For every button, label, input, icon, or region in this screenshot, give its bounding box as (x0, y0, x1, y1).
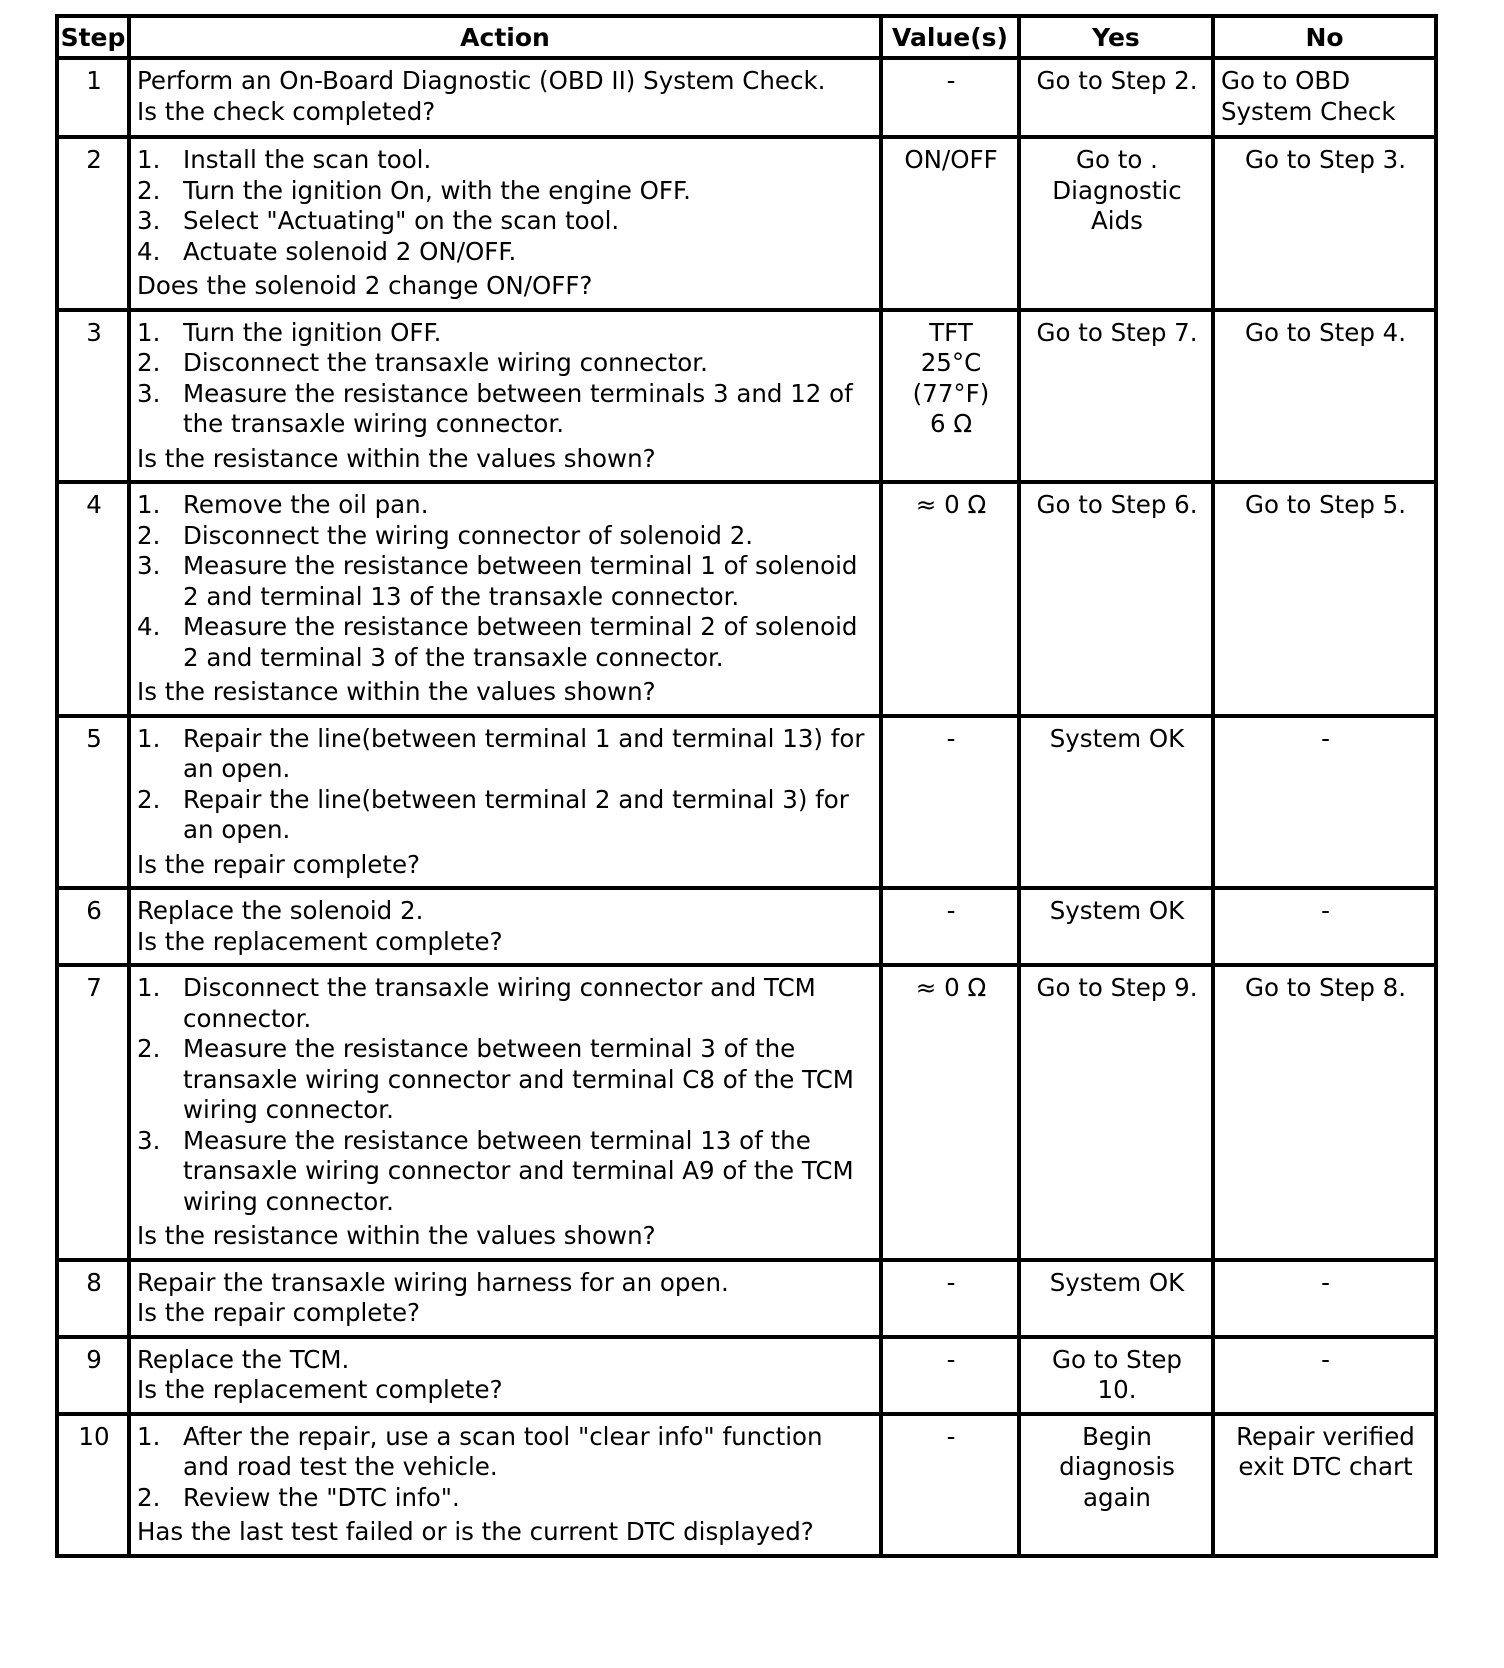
yes-cell: Go to Step 10. (1019, 1337, 1213, 1414)
action-step-item (137, 379, 875, 440)
action-step-number: 2. (137, 1482, 161, 1512)
header-action: Action (129, 16, 881, 58)
action-step-text: Review the "DTC info". (183, 1482, 460, 1512)
no-cell: - (1213, 716, 1436, 889)
action-intro: Replace the solenoid 2. (137, 896, 424, 925)
values-cell: - (881, 1337, 1019, 1414)
action-step-item (137, 348, 875, 379)
table-row (57, 716, 1436, 889)
action-step-item (137, 1126, 875, 1218)
action-step-text: Install the scan tool. (183, 145, 432, 174)
action-cell (129, 137, 881, 310)
values-cell: ≈ 0 Ω (881, 965, 1019, 1260)
action-step-number: 3. (137, 378, 161, 408)
action-step-item (137, 521, 875, 552)
action-cell (129, 58, 881, 137)
action-step-number: 3. (137, 206, 161, 235)
action-step-number: 3. (137, 1125, 161, 1155)
action-step-item (137, 612, 875, 673)
yes-cell: System OK (1019, 888, 1213, 965)
action-step-item (137, 1483, 875, 1514)
action-step-text: Measure the resistance between terminal 13 of the transaxle wiring connector and terminal A9 of the TCM wiring connector. (183, 1125, 854, 1216)
action-step-number: 2. (137, 784, 161, 814)
table-row (57, 1414, 1436, 1556)
action-question: Is the resistance within the values shown? (137, 1221, 656, 1250)
action-cell (129, 310, 881, 483)
table-header-row (57, 16, 1436, 58)
diagnostic-table (55, 14, 1438, 1558)
action-question: Is the replacement complete? (137, 1375, 503, 1404)
values-cell: - (881, 1414, 1019, 1556)
action-step-item (137, 973, 875, 1034)
yes-cell: Go to Step 9. (1019, 965, 1213, 1260)
action-step-number: 2. (137, 1034, 161, 1063)
action-step-number: 1. (137, 145, 161, 174)
action-cell (129, 716, 881, 889)
action-step-item (137, 1034, 875, 1126)
action-step-number: 4. (137, 236, 161, 266)
action-step-item (137, 318, 875, 349)
action-step-text: Measure the resistance between terminal 3 of the transaxle wiring connector and terminal C8 of the TCM wiring connector. (183, 1034, 854, 1124)
table-row (57, 310, 1436, 483)
action-step-number: 1. (137, 317, 161, 347)
action-step-item (137, 724, 875, 785)
action-step-number: 1. (137, 1421, 161, 1451)
table-row (57, 1337, 1436, 1414)
values-cell: - (881, 888, 1019, 965)
action-step-number: 2. (137, 175, 161, 205)
no-cell: - (1213, 1337, 1436, 1414)
table-body (57, 58, 1436, 1556)
values-cell: - (881, 1260, 1019, 1337)
action-step-text: Select "Actuating" on the scan tool. (183, 206, 620, 235)
values-cell: ≈ 0 Ω (881, 482, 1019, 716)
action-step-text: Turn the ignition On, with the engine OFF. (183, 175, 691, 205)
yes-cell: System OK (1019, 716, 1213, 889)
action-intro: Perform an On-Board Diagnostic (OBD II) System Check. (137, 66, 826, 95)
action-steps-list (137, 318, 875, 440)
action-step-item (137, 551, 875, 612)
no-cell: Go to Step 5. (1213, 482, 1436, 716)
action-step-number: 2. (137, 520, 161, 550)
values-cell: TFT 25°C (77°F) 6 Ω (881, 310, 1019, 483)
action-steps-list (137, 973, 875, 1217)
action-cell (129, 482, 881, 716)
action-step-item (137, 1422, 875, 1483)
action-step-number: 1. (137, 973, 161, 1002)
action-steps-list (137, 490, 875, 673)
action-step-text: Actuate solenoid 2 ON/OFF. (183, 236, 517, 266)
action-steps-list (137, 145, 875, 267)
header-yes: Yes (1019, 16, 1213, 58)
action-cell (129, 1337, 881, 1414)
action-step-item (137, 785, 875, 846)
step-number: 7 (57, 965, 129, 1260)
yes-cell: Go to Step 2. (1019, 58, 1213, 137)
action-step-item (137, 206, 875, 237)
action-question: Has the last test failed or is the current DTC displayed? (137, 1517, 814, 1546)
action-question: Is the repair complete? (137, 1298, 421, 1327)
action-step-item (137, 490, 875, 521)
yes-cell: Go to . Diagnostic Aids (1019, 137, 1213, 310)
yes-cell: Go to Step 7. (1019, 310, 1213, 483)
action-step-number: 2. (137, 348, 161, 377)
action-question: Is the resistance within the values shown? (137, 677, 656, 706)
action-question: Is the check completed? (137, 96, 436, 126)
no-cell: Go to Step 3. (1213, 137, 1436, 310)
action-step-text: Disconnect the transaxle wiring connector. (183, 348, 708, 377)
yes-cell: Begin diagnosis again (1019, 1414, 1213, 1556)
table-row (57, 137, 1436, 310)
action-step-text: Repair the line(between terminal 2 and terminal 3) for an open. (183, 784, 849, 844)
header-step: Step (57, 16, 129, 58)
action-cell (129, 965, 881, 1260)
no-cell: - (1213, 1260, 1436, 1337)
step-number: 4 (57, 482, 129, 716)
action-step-number: 4. (137, 612, 161, 641)
table-row (57, 965, 1436, 1260)
step-number: 1 (57, 58, 129, 137)
no-cell: - (1213, 888, 1436, 965)
no-cell: Go to Step 4. (1213, 310, 1436, 483)
action-step-item (137, 145, 875, 176)
action-step-text: Disconnect the transaxle wiring connector and TCM connector. (183, 973, 816, 1033)
action-intro: Repair the transaxle wiring harness for an open. (137, 1267, 729, 1297)
table-row (57, 58, 1436, 137)
action-step-text: Turn the ignition OFF. (183, 317, 442, 347)
yes-cell: Go to Step 6. (1019, 482, 1213, 716)
action-step-number: 1. (137, 723, 161, 753)
action-steps-list (137, 724, 875, 846)
step-number: 3 (57, 310, 129, 483)
action-step-text: Measure the resistance between terminal 2 of solenoid 2 and terminal 3 of the transaxle connector. (183, 612, 858, 672)
table-row (57, 1260, 1436, 1337)
values-cell: - (881, 58, 1019, 137)
table-row (57, 482, 1436, 716)
step-number: 2 (57, 137, 129, 310)
action-step-number: 3. (137, 551, 161, 580)
step-number: 8 (57, 1260, 129, 1337)
action-cell (129, 1260, 881, 1337)
action-question: Does the solenoid 2 change ON/OFF? (137, 271, 593, 300)
yes-cell: System OK (1019, 1260, 1213, 1337)
action-step-item (137, 237, 875, 268)
values-cell: - (881, 716, 1019, 889)
header-no: No (1213, 16, 1436, 58)
action-steps-list (137, 1422, 875, 1514)
action-question: Is the replacement complete? (137, 926, 503, 956)
action-step-text: Measure the resistance between terminals 3 and 12 of the transaxle wiring connector. (183, 378, 853, 438)
header-values: Value(s) (881, 16, 1019, 58)
action-step-item (137, 176, 875, 207)
no-cell: Repair verified exit DTC chart (1213, 1414, 1436, 1556)
action-step-text: Disconnect the wiring connector of solenoid 2. (183, 520, 754, 550)
action-step-number: 1. (137, 490, 161, 519)
no-cell: Go to Step 8. (1213, 965, 1436, 1260)
table-row (57, 888, 1436, 965)
action-step-text: After the repair, use a scan tool "clear info" function and road test the vehicle. (183, 1421, 823, 1481)
step-number: 5 (57, 716, 129, 889)
step-number: 10 (57, 1414, 129, 1556)
action-step-text: Remove the oil pan. (183, 490, 429, 519)
action-step-text: Repair the line(between terminal 1 and terminal 13) for an open. (183, 723, 865, 783)
step-number: 9 (57, 1337, 129, 1414)
action-step-text: Measure the resistance between terminal 1 of solenoid 2 and terminal 13 of the transaxle connector. (183, 551, 858, 611)
no-cell: Go to OBD System Check (1213, 58, 1436, 137)
values-cell: ON/OFF (881, 137, 1019, 310)
action-intro: Replace the TCM. (137, 1344, 350, 1374)
action-cell (129, 1414, 881, 1556)
step-number: 6 (57, 888, 129, 965)
action-question: Is the repair complete? (137, 849, 421, 879)
action-question: Is the resistance within the values shown? (137, 443, 656, 473)
action-cell (129, 888, 881, 965)
